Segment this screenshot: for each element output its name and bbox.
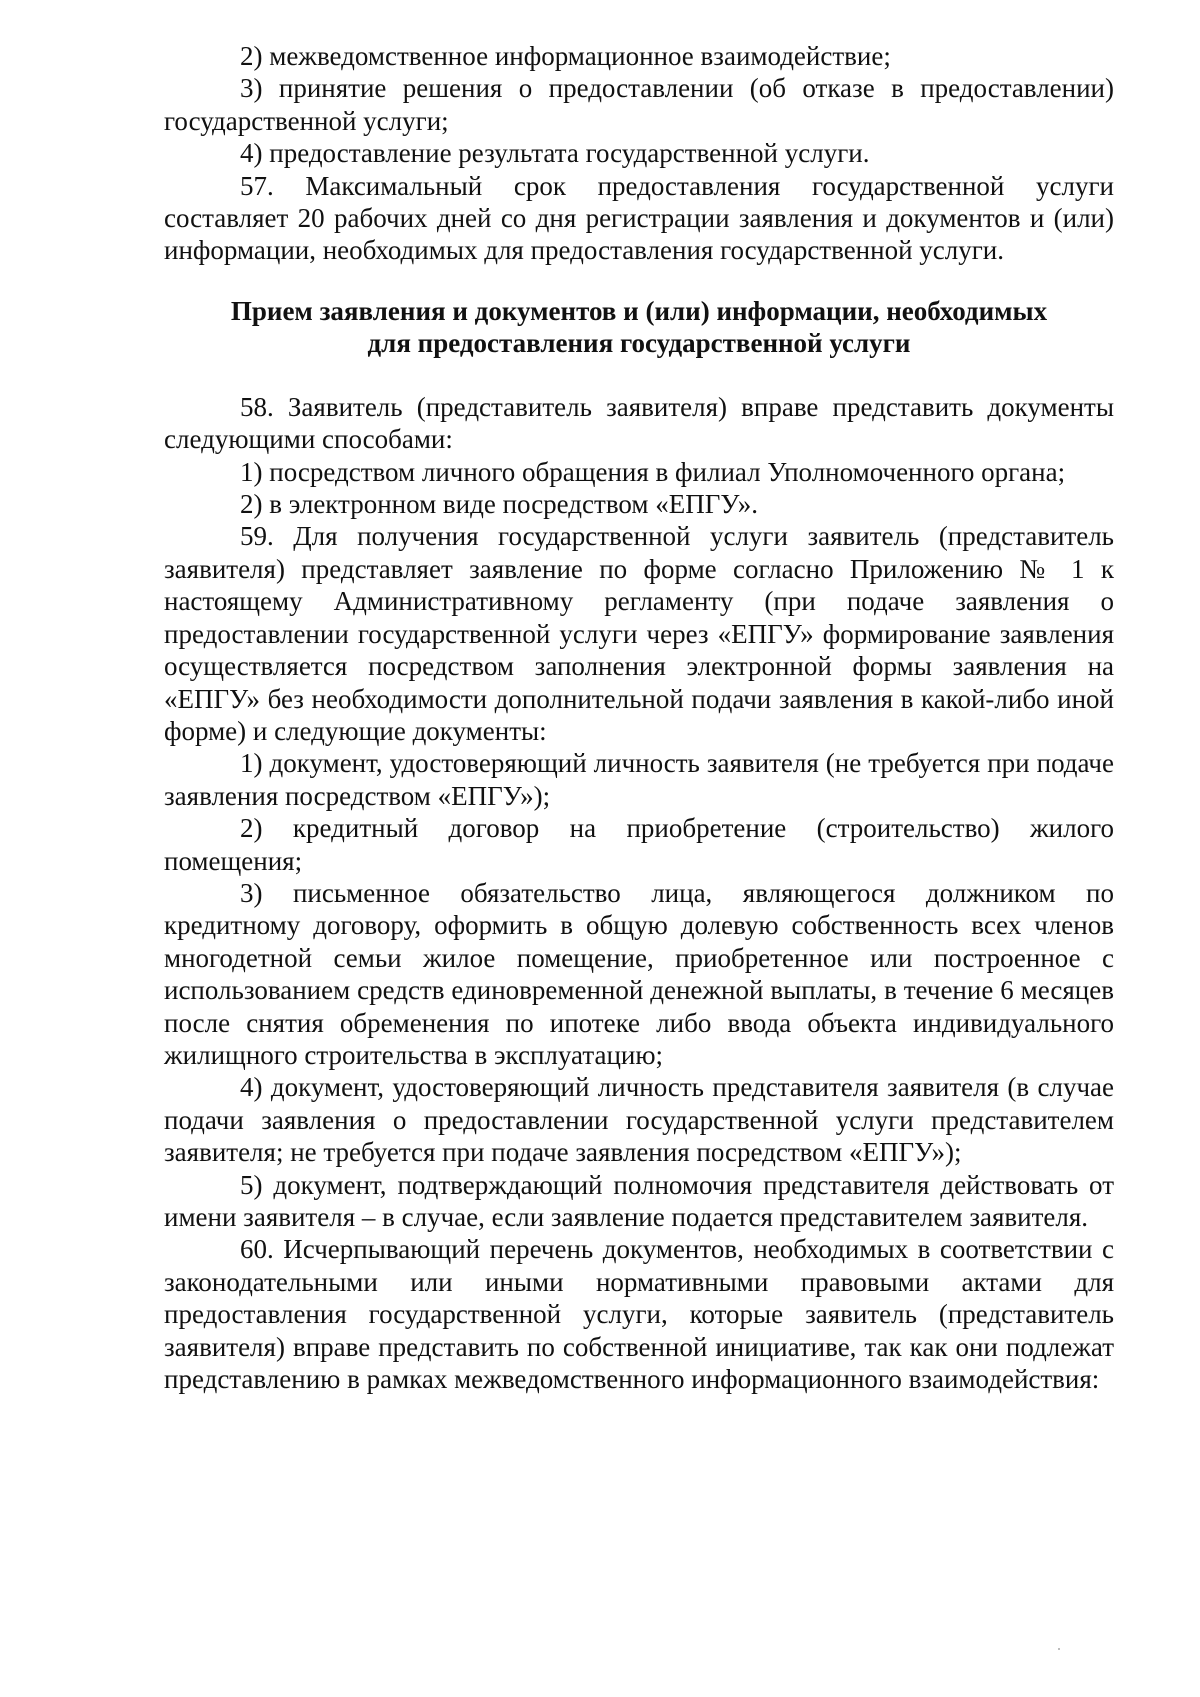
section-heading (164, 295, 1114, 359)
clause-58-item-2: 2) в электронном виде посредством «ЕПГУ». (240, 489, 758, 520)
clause-58: 58. Заявитель (представитель заявителя) вправе представить документы следующими способами: (164, 391, 1114, 455)
clause-59-item-4: 4) документ, удостоверяющий личность представителя заявителя (в случае подачи заявления о предоставлении государственной услуги представителем заявителя; не требуется при подаче заявления посредством «ЕПГУ»); (164, 1072, 1114, 1168)
clause-59: 59. Для получения государственной услуги заявитель (представитель заявителя) представляет заявление по форме согласно Приложению № 1 к настоящему Административному регламенту (при подаче заявления о предоставлении государственной услуги через «ЕПГУ» формирование заявления осуществляется посредством заполнения электронной формы заявления на «ЕПГУ» без необходимости дополнительной подачи заявления в какой-либо иной форме) и следующие документы: (164, 521, 1114, 746)
section-heading-line-2: для предоставления государственной услуги (367, 327, 911, 358)
scan-speck (1058, 1648, 1060, 1650)
clause-60: 60. Исчерпывающий перечень документов, необходимых в соответствии с законодательными или иными нормативными правовыми актами для предоставления государственной услуги, которые заявитель (представитель заявителя) вправе представить по собственной инициативе, так как они подлежат представлению в рамках межведомственного информационного взаимодействия: (164, 1234, 1114, 1395)
document-page (164, 40, 1114, 1395)
item-4-result: 4) предоставление результата государственной услуги. (240, 138, 870, 169)
clause-59-item-3: 3) письменное обязательство лица, являющегося должником по кредитному договору, оформить в общую долевую собственность всех членов многодетной семьи жилое помещение, приобретенное или построенное с использованием средств единовременной денежной выплаты, в течение 6 месяцев после снятия обременения по ипотеке либо ввода объекта индивидуального жилищного строительства в эксплуатацию; (164, 877, 1114, 1070)
clause-59-item-5: 5) документ, подтверждающий полномочия представителя действовать от имени заявителя – в случае, если заявление подается представителем заявителя. (164, 1169, 1114, 1232)
clause-57: 57. Максимальный срок предоставления государственной услуги составляет 20 рабочих дней со дня регистрации заявления и документов и (или) информации, необходимых для предоставления государственной услуги. (164, 170, 1114, 266)
clause-58-item-1: 1) посредством личного обращения в филиал Уполномоченного органа; (240, 456, 1066, 487)
clause-59-item-1: 1) документ, удостоверяющий личность заявителя (не требуется при подаче заявления посредством «ЕПГУ»); (164, 748, 1114, 811)
section-heading-line-1: Прием заявления и документов и (или) информации, необходимых (230, 295, 1048, 326)
item-2-interagency: 2) межведомственное информационное взаимодействие; (240, 41, 891, 71)
clause-59-item-2: 2) кредитный договор на приобретение (строительство) жилого помещения; (164, 813, 1114, 876)
item-3-decision: 3) принятие решения о предоставлении (об отказе в предоставлении) государственной услуги; (164, 73, 1114, 136)
